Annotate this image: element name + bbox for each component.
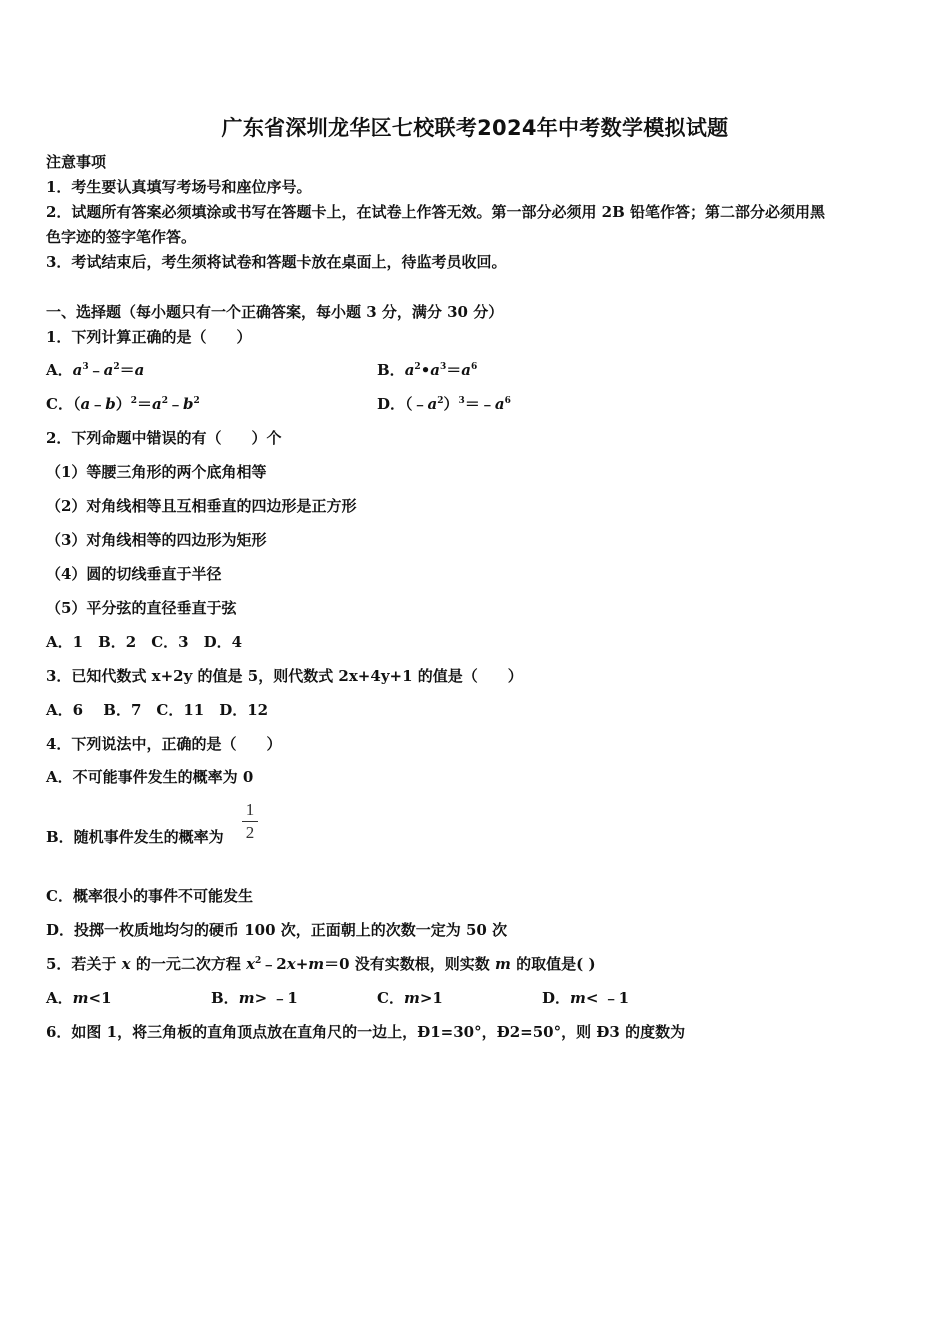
q4-option-c: C．概率很小的事件不可能发生: [46, 887, 253, 905]
notice-item-2-cont: 色字迹的签字笔作答。: [46, 228, 197, 246]
notice-item-1: 1．考生要认真填写考场号和座位序号。: [46, 178, 312, 196]
page-title: 广东省深圳龙华区七校联考2024年中考数学模拟试题: [221, 116, 729, 140]
question-5: 5．若关于 x 的一元二次方程 $x^2﹣2x+m=0$ 没有实数根，则实数 m 的取值是( ): [46, 955, 596, 973]
fraction-bar: [242, 821, 258, 822]
q2-statement-3: （3）对角线相等的四边形为矩形: [46, 531, 267, 549]
q4-option-d: D．投掷一枚质地均匀的硬币 100 次，正面朝上的次数一定为 50 次: [46, 921, 508, 939]
question-2: 2．下列命题中错误的有（ ）个: [46, 429, 282, 447]
fraction-one-half: [242, 800, 258, 843]
question-4: 4．下列说法中，正确的是（ ）: [46, 735, 282, 753]
question-6: 6．如图 1，将三角板的直角顶点放在直角尺的一边上，Ð1=30°，Ð2=50°，则 Ð3 的度数为: [46, 1023, 686, 1041]
section-heading: 一、选择题（每小题只有一个正确答案，每小题 3 分，满分 30 分）: [46, 303, 504, 321]
q5-option-b: B．m> ﹣1: [211, 989, 298, 1007]
q2-statement-4: （4）圆的切线垂直于半径: [46, 565, 222, 583]
q4-option-b: B．随机事件发生的概率为: [46, 828, 224, 846]
q1-option-a: A．$a^3﹣a^2=a$: [46, 361, 145, 379]
q4-option-a: A．不可能事件发生的概率为 0: [46, 768, 254, 786]
q1-option-c: C．$(a﹣b)^2=a^2﹣b^2$: [46, 395, 200, 413]
q5-option-d: D．m< ﹣1: [542, 989, 630, 1007]
notice-item-2: 2．试题所有答案必须填涂或书写在答题卡上，在试卷上作答无效。第一部分必须用 2B 铅笔作答；第二部分必须用黑: [46, 203, 826, 221]
q1-option-b: B．$a^2•a^3=a^6$: [377, 361, 478, 379]
q2-statement-1: （1）等腰三角形的两个底角相等: [46, 463, 267, 481]
q2-statement-5: （5）平分弦的直径垂直于弦: [46, 599, 237, 617]
q2-statement-2: （2）对角线相等且互相垂直的四边形是正方形: [46, 497, 357, 515]
q5-option-a: A．m<1: [46, 989, 112, 1007]
fraction-numerator: 1: [245, 800, 255, 819]
question-3: 3．已知代数式 x+2y 的值是 5，则代数式 2x+4y+1 的值是（ ）: [46, 667, 523, 685]
q1-option-d: D．$(﹣a^2)^3=﹣a^6$: [377, 395, 511, 413]
notice-item-3: 3．考试结束后，考生须将试卷和答题卡放在桌面上，待监考员收回。: [46, 253, 507, 271]
notice-title: 注意事项: [46, 153, 107, 171]
fraction-denominator: 2: [245, 823, 255, 842]
q3-options: A．6 B．7 C．11 D．12: [46, 701, 269, 719]
q2-options: A．1 B．2 C．3 D．4: [46, 633, 243, 651]
question-1: 1．下列计算正确的是（ ）: [46, 328, 252, 346]
q5-option-c: C．m>1: [377, 989, 443, 1007]
